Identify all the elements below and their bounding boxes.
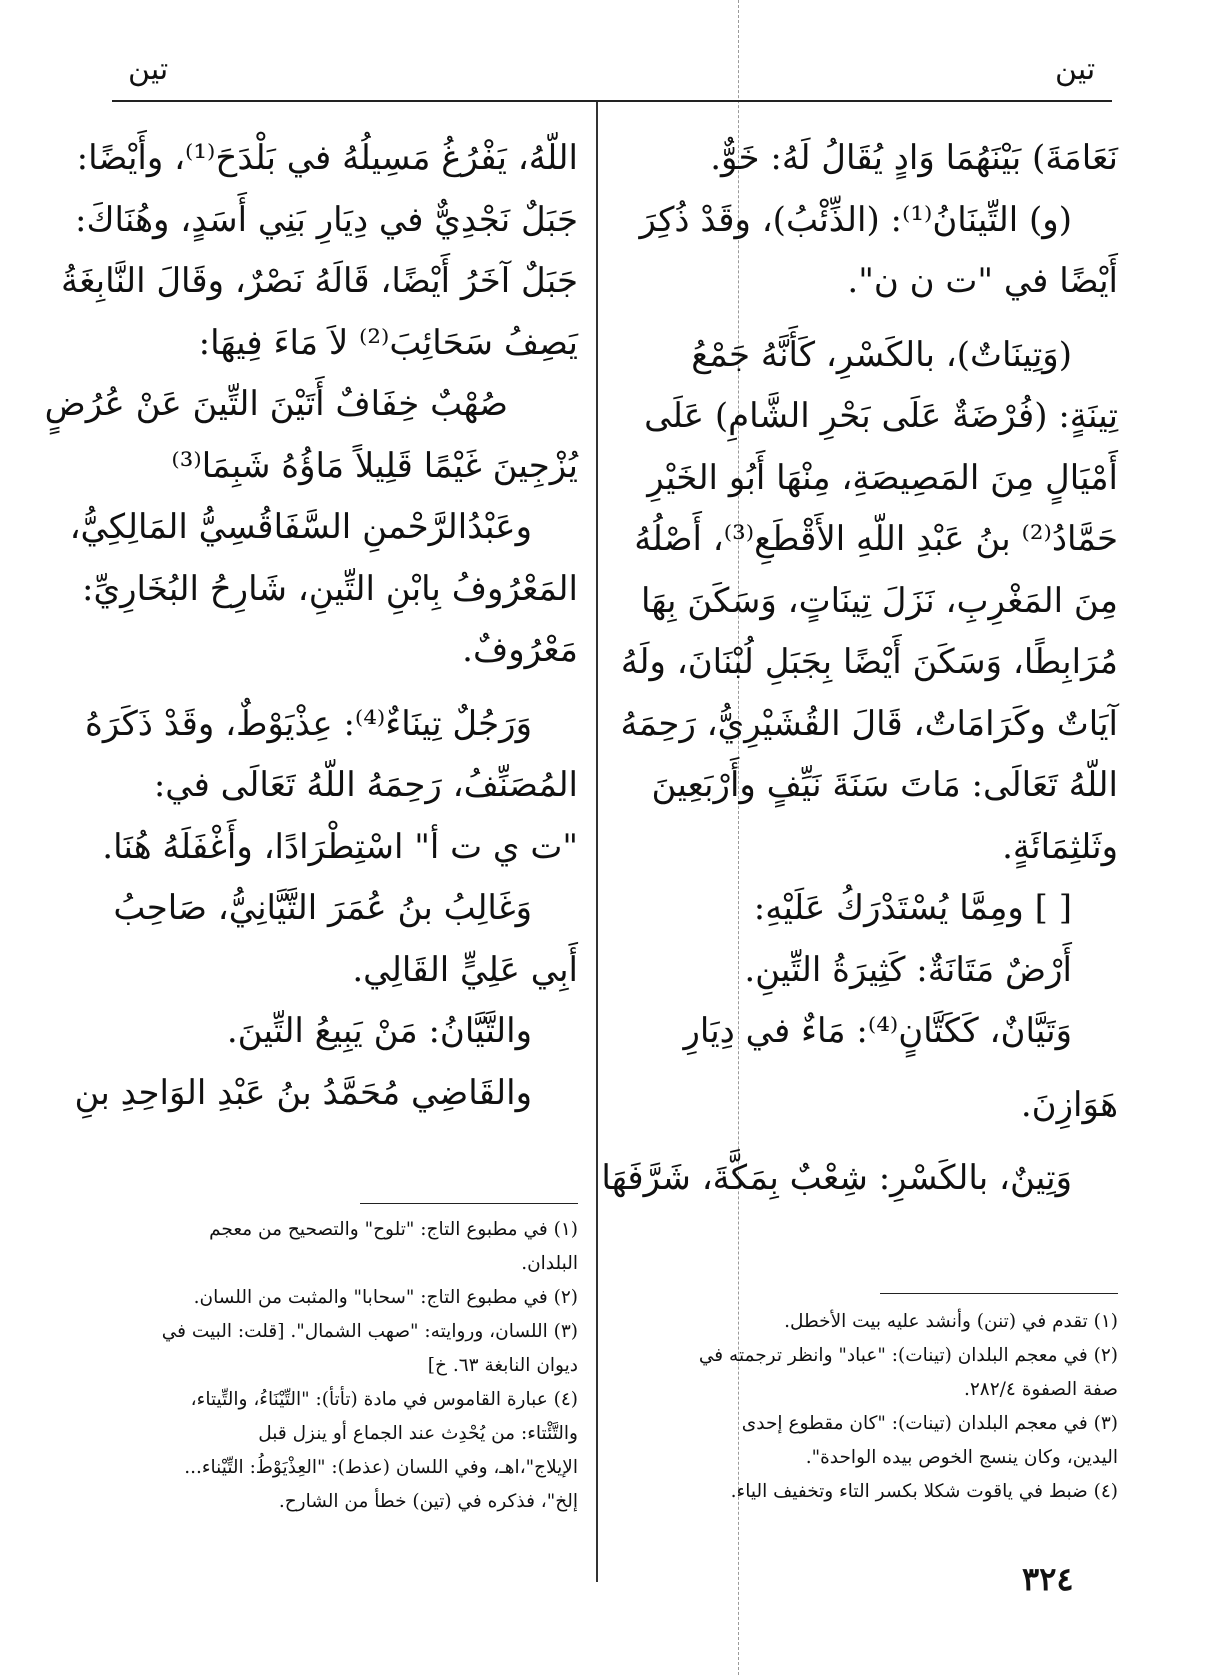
footnote-line: اليدين، وكان ينسج الخوص بيده الواحدة". <box>805 1447 1118 1468</box>
text-line: وَتِينٌ، بالكَسْرِ: شِعْبٌ بِمَكَّةَ، شَرَّفَهَا <box>601 1158 1072 1198</box>
text-line: مَعْرُوفٌ. <box>462 630 578 670</box>
footnote-line: (١) في مطبوع التاج: "تلوح" والتصحيح من معجم <box>209 1219 578 1240</box>
footnote-line: والتَّئْتاء: من يُحْدِث عند الجماع أو ينزل قبل <box>258 1423 578 1444</box>
text-line: (و) التِّينَانُ⁽¹⁾: (الذِّئْبُ)، وقَدْ ذُكِرَ <box>639 199 1072 240</box>
footnote-line: البلدان. <box>521 1253 578 1274</box>
text-line: (وَتِينَاتٌ)، بالكَسْرِ، كَأَنَّهُ جَمْعُ <box>691 334 1072 375</box>
footnote-rule-left <box>360 1203 578 1204</box>
footnote-line: (٤) عبارة القاموس في مادة (تأتأ): "التِّيْنَاءُ، والتِّيتاء، <box>190 1389 578 1410</box>
page-number: ٣٢٤ <box>1022 1560 1074 1598</box>
poem-verse-line: يُزْجِينَ غَيْمًا قَلِيلاً مَاؤُهُ شَبِمَا⁽³⁾ <box>171 445 578 486</box>
text-line: هَوَازِنَ. <box>1020 1084 1118 1125</box>
text-line: وثَلثِمَائَةٍ. <box>1002 826 1118 867</box>
text-line: وَتَيَّانٌ، كَكَتَّانٍ⁽⁴⁾: مَاءٌ في دِيَارِ <box>683 1011 1072 1051</box>
text-line: أَرْضٌ مَتَانَةٌ: كَثِيرَةُ التِّينِ. <box>744 949 1072 990</box>
text-line: والقَاضِي مُحَمَّدُ بنُ عَبْدِ الوَاحِدِ بنِ <box>74 1072 532 1113</box>
text-line: "ت ي ت أ" اسْتِطْرَادًا، وأَغْفَلَهُ هُنَا. <box>102 826 578 867</box>
text-line: يَصِفُ سَحَائِبَ⁽²⁾ لاَ مَاءَ فِيهَا: <box>198 322 578 363</box>
footnote-line: (٣) اللسان، وروايته: "صهب الشمال". [قلت: البيت في <box>161 1321 578 1342</box>
text-line: أَيْضًا في "ت ن ن". <box>847 261 1118 301</box>
text-line: تِينَةٍ: (فُرْضَةٌ عَلَى بَحْرِ الشَّامِ) عَلَى <box>644 396 1118 436</box>
footnotes-right <box>640 1306 1118 1510</box>
footnote-line: صفة الصفوة ٢٨٢/٤. <box>963 1379 1118 1400</box>
right-text-column <box>601 128 1118 1210</box>
text-line: جَبَلٌ نَجْدِيٌّ في دِيَارِ بَنِي أَسَدٍ، وهُنَاكَ: <box>75 199 578 240</box>
text-line: والتَّيَّانُ: مَنْ يَبِيعُ التِّينَ. <box>226 1011 532 1051</box>
column-divider <box>596 102 598 1582</box>
footnotes-left <box>112 1214 578 1520</box>
text-line: أَمْيَالٍ مِنَ المَصِيصَةِ، مِنْهَا أَبُو الخَيْرِ <box>647 457 1118 498</box>
text-line: حَمَّادُ⁽²⁾ بنُ عَبْدِ اللّهِ الأَقْطَعِ⁽³⁾، أَصْلُهُ <box>634 519 1118 559</box>
footnote-rule-right <box>880 1293 1118 1294</box>
text-line: اللّهُ، يَفْرُغُ مَسِيلُهُ في بَلْدَحَ⁽¹⁾، وأَيْضًا: <box>76 138 578 178</box>
text-line: [ ] ومِمَّا يُسْتَدْرَكُ عَلَيْهِ: <box>753 888 1072 928</box>
running-header-left: تين <box>128 52 169 87</box>
text-line: نَعَامَةَ) بَيْنَهُمَا وَادٍ يُقَالُ لَهُ: خَوٌّ. <box>710 138 1118 178</box>
text-line: وعَبْدُالرَّحْمنِ السَّفَاقُسِيُّ المَالِكِيُّ، <box>69 507 532 547</box>
running-header-right: تين <box>1055 52 1096 87</box>
text-line: اللّهُ تَعَالَى: مَاتَ سَنَةَ نَيِّفٍ وأَرْبَعِينَ <box>651 765 1118 805</box>
text-line: أَبِي عَلِيٍّ القَالِي. <box>352 949 578 990</box>
text-line: مُرَابِطًا، وَسَكَنَ أَيْضًا بِجَبَلِ لُبْنَانَ، ولَهُ <box>620 642 1118 682</box>
footnote-line: (١) تقدم في (تنن) وأنشد عليه بيت الأخطل. <box>784 1311 1118 1332</box>
footnote-line: (٤) ضبط في ياقوت شكلا بكسر التاء وتخفيف الياء. <box>730 1481 1118 1502</box>
poem-verse-line: صُهْبٌ خِفَافٌ أَتَيْنَ التِّينَ عَنْ عُرُضٍ <box>44 384 508 424</box>
text-line: وَرَجُلٌ تِينَاءٌ⁽⁴⁾: عِذْيَوْطٌ، وقَدْ ذَكَرَهُ <box>85 703 532 744</box>
text-line: آيَاتٌ وكَرَامَاتٌ، قَالَ القُشَيْرِيُّ، رَحِمَهُ <box>620 703 1118 744</box>
left-text-column <box>44 128 578 1124</box>
text-line: المُصَنِّفُ، رَحِمَهُ اللّهُ تَعَالَى في: <box>153 765 578 805</box>
header-rule <box>112 100 1112 102</box>
text-line: المَعْرُوفُ بِابْنِ التِّينِ، شَارِحُ البُخَارِيِّ: <box>82 568 578 609</box>
text-line: وَغَالِبُ بنُ عُمَرَ التَّيَّانِيُّ، صَاحِبُ <box>113 888 532 928</box>
text-line: مِنَ المَغْرِبِ، نَزَلَ تِينَاتٍ، وَسَكَنَ بِهَا <box>640 580 1118 621</box>
footnote-line: (٣) في معجم البلدان (تينات): "كان مقطوع إحدى <box>741 1413 1118 1434</box>
footnote-line: ديوان النابغة ٦٣. خ] <box>427 1355 578 1376</box>
footnote-line: الإيلاج"،اهـ، وفي اللسان (عذط): "العِذْيَوْطُ: التِّيْناء... <box>184 1457 578 1478</box>
footnote-line: إلخ"، فذكره في (تين) خطأ من الشارح. <box>278 1491 578 1512</box>
text-line: جَبَلٌ آخَرُ أَيْضًا، قَالَهُ نَصْرٌ، وقَالَ النَّابِغَةُ <box>61 261 578 301</box>
footnote-line: (٢) في مطبوع التاج: "سحابا" والمثبت من اللسان. <box>193 1287 578 1308</box>
footnote-line: (٢) في معجم البلدان (تينات): "عباد" وانظر ترجمته في <box>698 1345 1118 1366</box>
